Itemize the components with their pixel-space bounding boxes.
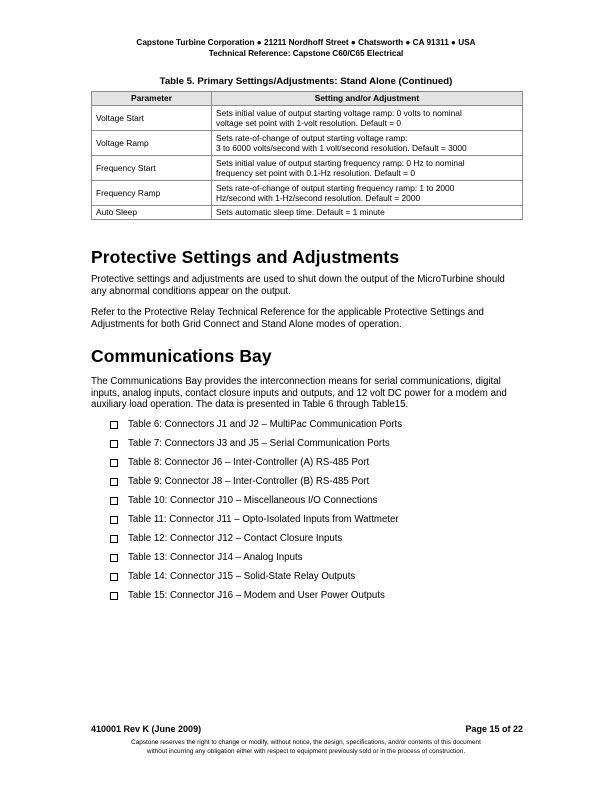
table-title: Table 5. Primary Settings/Adjustments: Stand Alone (Continued) bbox=[159, 76, 453, 87]
setting-line: Sets initial value of output starting voltage ramp: 0 volts to nominal bbox=[216, 107, 462, 118]
list-item-text: Table 8: Connector J6 – Inter-Controller (A) RS-485 Port bbox=[128, 457, 370, 468]
list-item-text: Table 11: Connector J11 – Opto-Isolated Inputs from Wattmeter bbox=[128, 514, 399, 525]
checkbox-bullet-icon bbox=[110, 516, 118, 524]
document-id: 410001 Rev K (June 2009) bbox=[91, 724, 202, 734]
protective-heading: Protective Settings and Adjustments bbox=[91, 247, 400, 267]
disclaimer-line: Capstone reserves the right to change or modify, without notice, the design, specifications, and/or contents of this document bbox=[131, 739, 481, 746]
setting-cell bbox=[212, 181, 523, 206]
list-item-text: Table 7: Connectors J3 and J5 – Serial Communication Ports bbox=[128, 438, 390, 449]
checkbox-bullet-icon bbox=[110, 421, 118, 429]
setting-line: Hz/second with 1-Hz/second resolution. Default = 2000 bbox=[216, 193, 421, 203]
disclaimer-line: without incurring any obligation either with respect to equipment previously sold or in the process of construction. bbox=[146, 747, 466, 755]
list-item bbox=[110, 457, 402, 476]
setting-line: Sets rate-of-change of output starting frequency ramp: 1 to 2000 bbox=[216, 182, 455, 193]
checkbox-bullet-icon bbox=[110, 535, 118, 543]
list-item bbox=[110, 514, 402, 533]
header-reference-line: Technical Reference: Capstone C60/C65 Electrical bbox=[208, 49, 404, 58]
setting-cell bbox=[212, 131, 523, 156]
list-item-text: Table 12: Connector J12 – Contact Closure Inputs bbox=[128, 533, 343, 544]
checkbox-bullet-icon bbox=[110, 554, 118, 562]
setting-line: Sets rate-of-change of output starting voltage ramp: bbox=[216, 132, 408, 143]
list-item-text: Table 13: Connector J14 – Analog Inputs bbox=[128, 552, 303, 563]
checkbox-bullet-icon bbox=[110, 459, 118, 467]
parameter-cell: Voltage Ramp bbox=[92, 131, 212, 156]
table-row bbox=[92, 206, 523, 220]
checkbox-bullet-icon bbox=[110, 478, 118, 486]
list-item bbox=[110, 533, 402, 552]
table-row bbox=[92, 106, 523, 131]
setting-cell: Sets automatic sleep time. Default = 1 minute bbox=[212, 206, 523, 220]
header-company-line: Capstone Turbine Corporation ● 21211 Nordhoff Street ● Chatsworth ● CA 91311 ● USA bbox=[136, 38, 476, 47]
checkbox-bullet-icon bbox=[110, 497, 118, 505]
list-item bbox=[110, 571, 402, 590]
table-row bbox=[92, 156, 523, 181]
checkbox-bullet-icon bbox=[110, 592, 118, 600]
parameter-cell: Frequency Start bbox=[92, 156, 212, 181]
list-item bbox=[110, 552, 402, 571]
connector-table-list bbox=[110, 419, 402, 609]
column-header-parameter: Parameter bbox=[92, 92, 212, 106]
communications-paragraph: The Communications Bay provides the interconnection means for serial communications, digital inputs, analog inputs, contact closure inputs and outputs, and 12 volt DC power for a modem and auxiliary load operation. The data is presented in Table 6 through Table15. bbox=[91, 376, 507, 411]
list-item-text: Table 6: Connectors J1 and J2 – MultiPac Communication Ports bbox=[128, 419, 403, 430]
parameter-cell: Frequency Ramp bbox=[92, 181, 212, 206]
setting-cell bbox=[212, 106, 523, 131]
list-item-text: Table 10: Connector J10 – Miscellaneous I/O Connections bbox=[128, 495, 378, 506]
footer-disclaimer bbox=[0, 739, 612, 756]
table-row bbox=[92, 131, 523, 156]
setting-line: 3 to 6000 volts/second with 1 volt/second resolution. Default = 3000 bbox=[216, 143, 467, 153]
list-item bbox=[110, 438, 402, 457]
column-header-setting: Setting and/or Adjustment bbox=[212, 92, 523, 106]
parameter-cell: Voltage Start bbox=[92, 106, 212, 131]
page-header bbox=[0, 37, 612, 59]
communications-heading: Communications Bay bbox=[91, 346, 272, 366]
list-item-text: Table 15: Connector J16 – Modem and User Power Outputs bbox=[128, 590, 385, 601]
table-header-row bbox=[92, 92, 523, 106]
list-item bbox=[110, 495, 402, 514]
protective-paragraph-1: Protective settings and adjustments are used to shut down the output of the MicroTurbine should any abnormal conditions appear on the output. bbox=[91, 274, 505, 297]
checkbox-bullet-icon bbox=[110, 440, 118, 448]
list-item bbox=[110, 419, 402, 438]
setting-line: voltage set point with 1-volt resolution. Default = 0 bbox=[216, 118, 402, 128]
checkbox-bullet-icon bbox=[110, 573, 118, 581]
table-row bbox=[92, 181, 523, 206]
settings-table bbox=[91, 91, 523, 220]
list-item bbox=[110, 476, 402, 495]
setting-line: Sets initial value of output starting frequency ramp: 0 Hz to nominal bbox=[216, 157, 465, 168]
list-item-text: Table 14: Connector J15 – Solid-State Relay Outputs bbox=[128, 571, 356, 582]
setting-cell bbox=[212, 156, 523, 181]
list-item bbox=[110, 590, 402, 609]
setting-line: frequency set point with 0.1-Hz resolution. Default = 0 bbox=[216, 168, 416, 178]
protective-paragraph-2: Refer to the Protective Relay Technical Reference for the applicable Protective Settings and Adjustments for both Grid Connect and Stand Alone modes of operation. bbox=[91, 307, 484, 330]
parameter-cell: Auto Sleep bbox=[92, 206, 212, 220]
list-item-text: Table 9: Connector J8 – Inter-Controller (B) RS-485 Port bbox=[128, 476, 370, 487]
page-number: Page 15 of 22 bbox=[465, 724, 523, 734]
